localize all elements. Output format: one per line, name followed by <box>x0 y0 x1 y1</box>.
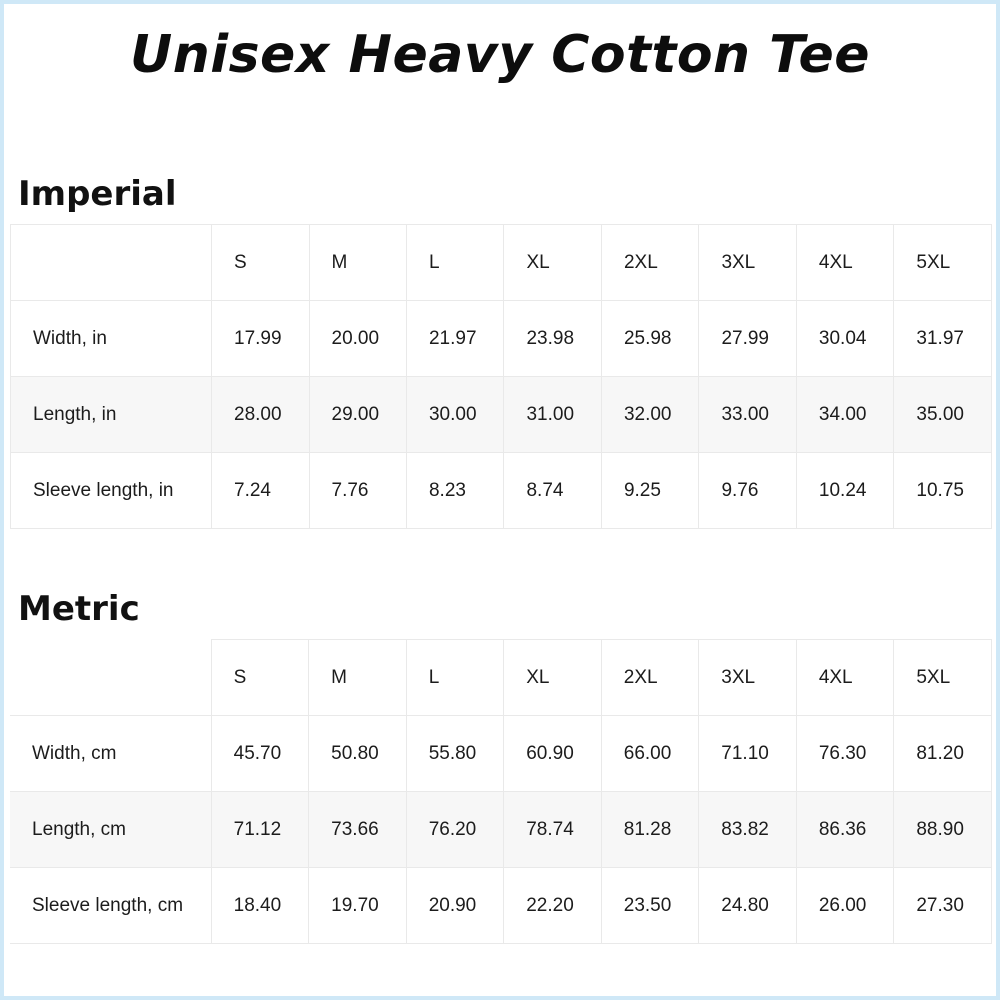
cell-sleeve-cm-xl: 22.20 <box>504 868 602 944</box>
header-cell-blank <box>11 225 212 301</box>
cell-width-in-4xl: 30.04 <box>796 301 893 377</box>
header-cell-2xl: 2XL <box>601 225 698 301</box>
metric-size-table <box>10 639 992 944</box>
cell-width-cm-xl: 60.90 <box>504 716 602 792</box>
cell-sleeve-in-5xl: 10.75 <box>894 453 992 529</box>
section-metric <box>4 589 996 944</box>
header-cell-blank <box>10 640 211 716</box>
cell-sleeve-cm-m: 19.70 <box>309 868 407 944</box>
cell-length-in-5xl: 35.00 <box>894 377 992 453</box>
cell-width-in-xl: 23.98 <box>504 301 601 377</box>
cell-width-in-s: 17.99 <box>212 301 309 377</box>
header-cell-4xl: 4XL <box>796 225 893 301</box>
cell-sleeve-cm-5xl: 27.30 <box>894 868 992 944</box>
header-cell-l: L <box>406 225 503 301</box>
row-label-length-cm: Length, cm <box>10 792 211 868</box>
page-inner <box>4 4 996 996</box>
table-row <box>11 453 992 529</box>
cell-sleeve-in-l: 8.23 <box>406 453 503 529</box>
header-cell-4xl: 4XL <box>796 640 894 716</box>
header-cell-m: M <box>309 640 407 716</box>
row-label-width-in: Width, in <box>11 301 212 377</box>
table-row <box>10 792 992 868</box>
cell-sleeve-cm-s: 18.40 <box>211 868 309 944</box>
header-cell-3xl: 3XL <box>699 225 796 301</box>
cell-length-cm-3xl: 83.82 <box>699 792 797 868</box>
cell-width-cm-5xl: 81.20 <box>894 716 992 792</box>
header-cell-5xl: 5XL <box>894 640 992 716</box>
cell-sleeve-in-m: 7.76 <box>309 453 406 529</box>
table-header-row <box>10 640 992 716</box>
imperial-size-table <box>10 224 992 529</box>
table-row <box>11 377 992 453</box>
header-cell-xl: XL <box>504 640 602 716</box>
section-heading-imperial: Imperial <box>18 174 177 214</box>
cell-length-in-l: 30.00 <box>406 377 503 453</box>
header-cell-s: S <box>212 225 309 301</box>
cell-sleeve-cm-3xl: 24.80 <box>699 868 797 944</box>
table-header-row <box>11 225 992 301</box>
cell-length-cm-s: 71.12 <box>211 792 309 868</box>
cell-width-cm-3xl: 71.10 <box>699 716 797 792</box>
cell-width-cm-l: 55.80 <box>406 716 504 792</box>
row-label-sleeve-cm: Sleeve length, cm <box>10 868 211 944</box>
cell-width-cm-s: 45.70 <box>211 716 309 792</box>
cell-width-in-m: 20.00 <box>309 301 406 377</box>
row-label-width-cm: Width, cm <box>10 716 211 792</box>
cell-sleeve-in-3xl: 9.76 <box>699 453 796 529</box>
cell-length-in-m: 29.00 <box>309 377 406 453</box>
cell-length-in-3xl: 33.00 <box>699 377 796 453</box>
cell-width-cm-m: 50.80 <box>309 716 407 792</box>
cell-length-cm-4xl: 86.36 <box>796 792 894 868</box>
cell-width-in-3xl: 27.99 <box>699 301 796 377</box>
cell-sleeve-cm-2xl: 23.50 <box>601 868 699 944</box>
header-cell-s: S <box>211 640 309 716</box>
section-imperial <box>4 174 996 529</box>
cell-sleeve-cm-4xl: 26.00 <box>796 868 894 944</box>
table-row <box>10 868 992 944</box>
header-cell-m: M <box>309 225 406 301</box>
row-label-length-in: Length, in <box>11 377 212 453</box>
header-cell-5xl: 5XL <box>894 225 992 301</box>
cell-length-cm-m: 73.66 <box>309 792 407 868</box>
cell-width-cm-4xl: 76.30 <box>796 716 894 792</box>
table-row <box>11 301 992 377</box>
cell-sleeve-cm-l: 20.90 <box>406 868 504 944</box>
cell-length-in-xl: 31.00 <box>504 377 601 453</box>
cell-sleeve-in-4xl: 10.24 <box>796 453 893 529</box>
row-label-sleeve-in: Sleeve length, in <box>11 453 212 529</box>
page-title: Unisex Heavy Cotton Tee <box>130 25 870 85</box>
cell-length-in-2xl: 32.00 <box>601 377 698 453</box>
cell-width-in-2xl: 25.98 <box>601 301 698 377</box>
header-cell-l: L <box>406 640 504 716</box>
cell-length-in-s: 28.00 <box>212 377 309 453</box>
cell-sleeve-in-s: 7.24 <box>212 453 309 529</box>
cell-sleeve-in-2xl: 9.25 <box>601 453 698 529</box>
cell-length-cm-xl: 78.74 <box>504 792 602 868</box>
cell-length-cm-5xl: 88.90 <box>894 792 992 868</box>
table-row <box>10 716 992 792</box>
cell-width-in-l: 21.97 <box>406 301 503 377</box>
cell-length-cm-2xl: 81.28 <box>601 792 699 868</box>
header-cell-2xl: 2XL <box>601 640 699 716</box>
header-cell-3xl: 3XL <box>699 640 797 716</box>
cell-sleeve-in-xl: 8.74 <box>504 453 601 529</box>
cell-width-cm-2xl: 66.00 <box>601 716 699 792</box>
section-heading-metric: Metric <box>18 589 140 629</box>
header-cell-xl: XL <box>504 225 601 301</box>
cell-length-cm-l: 76.20 <box>406 792 504 868</box>
cell-length-in-4xl: 34.00 <box>796 377 893 453</box>
cell-width-in-5xl: 31.97 <box>894 301 992 377</box>
